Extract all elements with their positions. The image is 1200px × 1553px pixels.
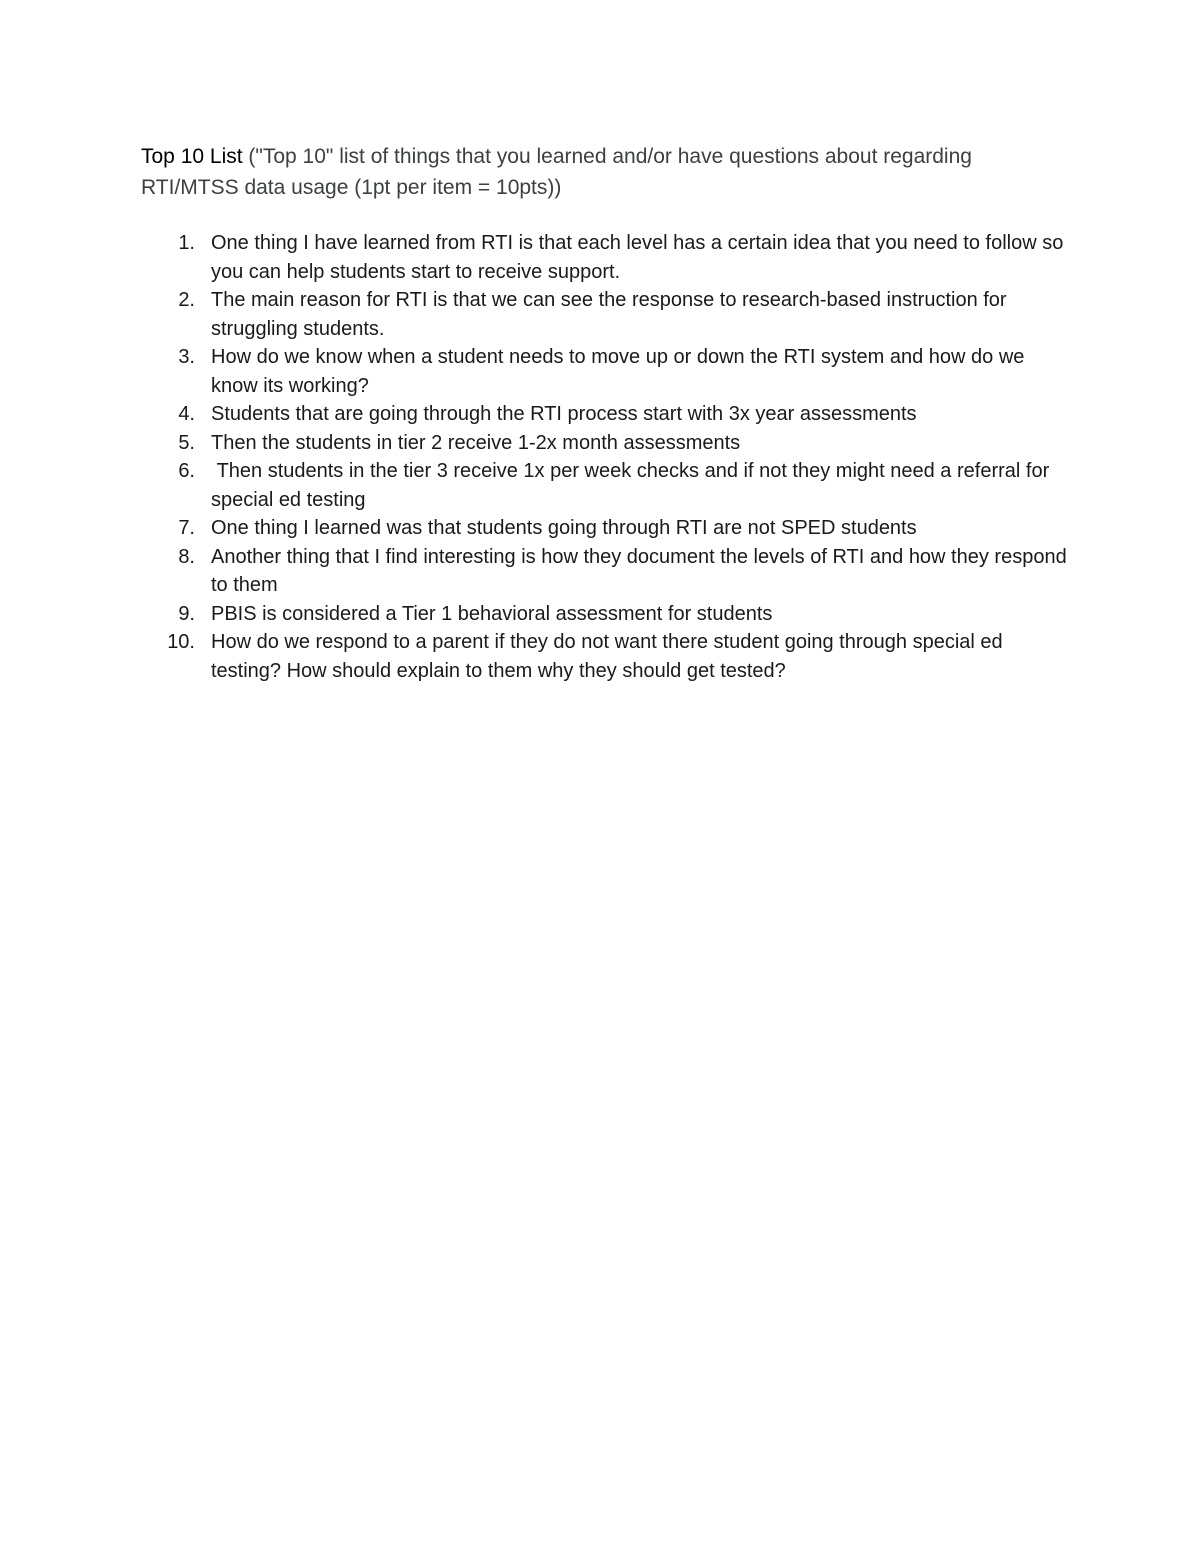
list-item bbox=[141, 400, 1071, 429]
heading-description: ("Top 10" list of things that you learned and/or have questions about regarding RTI/MTSS data usage (1pt per item = 10pts)) bbox=[141, 145, 972, 199]
list-item-number: 10. bbox=[167, 631, 195, 653]
list-item-text: One thing I have learned from RTI is that each level has a certain idea that you need to follow so you can help students start to receive support. bbox=[211, 232, 1064, 283]
list-item-number: 6. bbox=[178, 460, 195, 482]
list-item-number: 3. bbox=[178, 346, 195, 368]
list-item-number: 5. bbox=[178, 431, 195, 454]
list-item bbox=[141, 600, 1071, 629]
list-item bbox=[141, 457, 1071, 514]
list-item bbox=[141, 429, 1071, 458]
list-item bbox=[141, 343, 1071, 400]
list-item-text: PBIS is considered a Tier 1 behavioral assessment for students bbox=[211, 602, 773, 625]
document-heading bbox=[141, 141, 1041, 203]
list-item bbox=[141, 543, 1071, 600]
list-item-text: How do we respond to a parent if they do not want there student going through special ed testing? How should explain to them why they should get tested? bbox=[211, 631, 1003, 682]
list-item-text: Then the students in tier 2 receive 1-2x month assessments bbox=[211, 431, 741, 454]
list-item bbox=[141, 229, 1071, 286]
list-item-text: One thing I learned was that students going through RTI are not SPED students bbox=[211, 517, 917, 539]
top-ten-list bbox=[141, 229, 1071, 685]
heading-lead: Top 10 List bbox=[141, 145, 243, 168]
list-item bbox=[141, 514, 1071, 543]
list-item-number: 8. bbox=[178, 545, 195, 568]
list-item-text: Then students in the tier 3 receive 1x per week checks and if not they might need a referral for special ed testing bbox=[211, 460, 1055, 511]
list-item-text: The main reason for RTI is that we can see the response to research-based instruction for struggling students. bbox=[211, 289, 1007, 340]
list-item-number: 1. bbox=[178, 232, 195, 254]
list-item-number: 7. bbox=[178, 517, 195, 539]
list-item-number: 9. bbox=[178, 602, 195, 625]
list-item bbox=[141, 628, 1071, 685]
list-item-text: Another thing that I find interesting is how they document the levels of RTI and how they respond to them bbox=[211, 545, 1067, 596]
list-item-number: 4. bbox=[178, 403, 195, 425]
list-item-text: How do we know when a student needs to move up or down the RTI system and how do we know its working? bbox=[211, 346, 1025, 397]
list-item bbox=[141, 286, 1071, 343]
list-item-number: 2. bbox=[178, 289, 195, 311]
list-item-text: Students that are going through the RTI process start with 3x year assessments bbox=[211, 403, 917, 425]
